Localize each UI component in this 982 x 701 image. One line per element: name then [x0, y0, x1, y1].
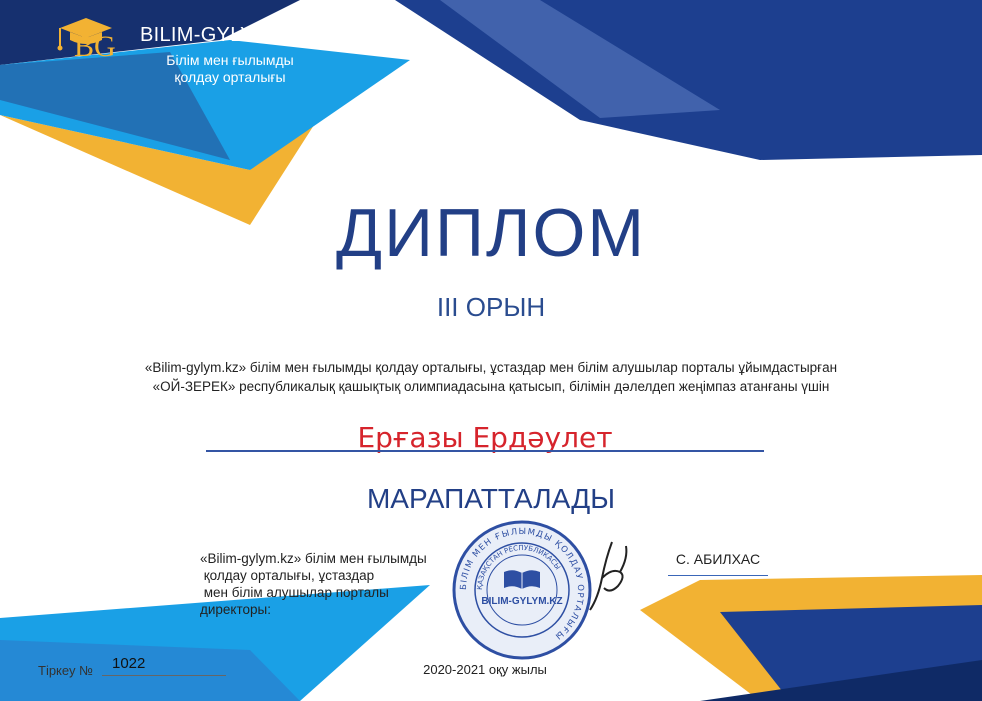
- academic-year: 2020-2021 оқу жылы: [423, 662, 547, 677]
- seal-center-text: BILIM-GYLYM.KZ: [481, 596, 563, 607]
- signature-line: [668, 575, 768, 576]
- site-subtitle-line: Білім мен ғылымды: [166, 52, 294, 68]
- diploma-title: ДИПЛОМ: [336, 195, 646, 271]
- registration-underline: [102, 675, 226, 676]
- recipient-name: Ерғазы Ердәулет: [357, 421, 613, 454]
- director-name: С. АБИЛХАС: [675, 551, 761, 567]
- site-subtitle-line: қолдау орталығы: [174, 69, 286, 85]
- award-text: МАРАПАТТАЛАДЫ: [366, 483, 616, 514]
- description-line: «ОЙ-ЗЕРЕК» республикалық қашықтық олимпиадасына қатысып, білімін дәлелдеп жеңімпаз атанғаны үшін: [152, 379, 830, 394]
- site-subtitle: [140, 52, 320, 86]
- director-line: директоры:: [200, 602, 271, 617]
- logo-monogram: BG: [74, 30, 116, 63]
- seal-ring-text: БІЛІМ МЕН ҒЫЛЫМДЫ ҚОЛДАУ ОРТАЛЫҒЫ: [458, 526, 586, 642]
- director-line: «Bilim-gylym.kz» білім мен ғылымды: [200, 551, 427, 566]
- diploma-description: [90, 358, 892, 396]
- director-title: [200, 550, 460, 618]
- place-label: III ОРЫН: [436, 292, 546, 322]
- recipient-underline: [206, 450, 764, 452]
- description-line: «Bilim-gylym.kz» білім мен ғылымды қолдау орталығы, ұстаздар мен білім алушылар порталы ұйымдастырған: [144, 360, 838, 375]
- registration-number: 1022: [112, 655, 146, 672]
- registration-label: Тіркеу №: [38, 663, 94, 678]
- official-seal: [452, 520, 592, 660]
- seal-inner-text: ҚАЗАҚСТАН РЕСПУБЛИКАСЫ: [475, 543, 562, 591]
- director-line: мен білім алушылар порталы: [200, 585, 389, 600]
- site-name: BILIM-GYLYM.KZ: [140, 24, 303, 46]
- book-icon: [504, 570, 540, 589]
- signature: [582, 538, 634, 616]
- director-line: қолдау орталығы, ұстаздар: [200, 568, 375, 583]
